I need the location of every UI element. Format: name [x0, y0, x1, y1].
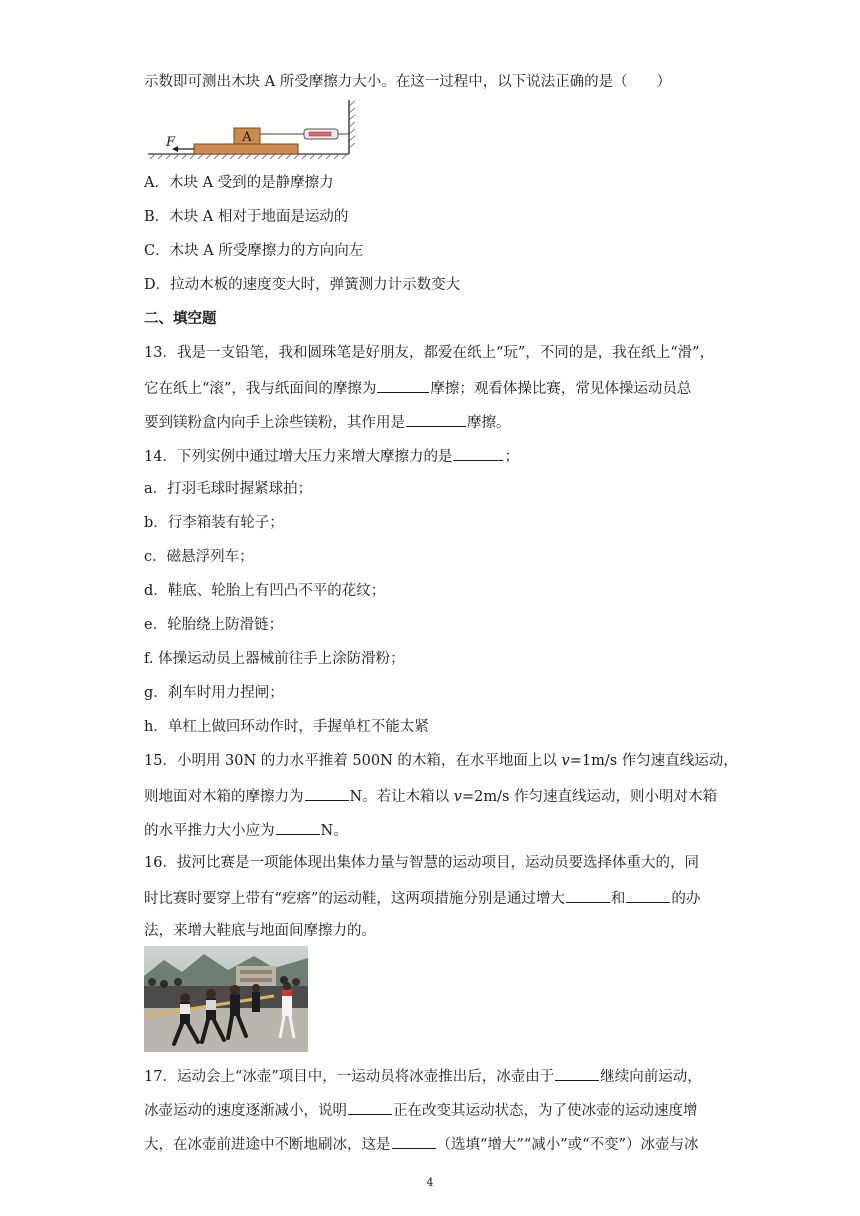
q15-text: =1m/s 作匀速直线运动， [569, 753, 738, 769]
q14-text: 14．下列实例中通过增大压力来增大摩擦力的是 [144, 449, 453, 465]
wooden-board [194, 144, 298, 154]
q16-line-2 [144, 887, 724, 909]
q17-line-1 [144, 1065, 724, 1087]
q14-item-e: e．轮胎绕上防滑链； [144, 617, 284, 633]
q13-line-1: 13．我是一支铅笔，我和圆珠笔是好朋友，都爱在纸上“玩”，不同的是，我在纸上“滑”， [144, 345, 715, 361]
q13-text: 它在纸上“滚”，我与纸面间的摩擦为 [144, 381, 377, 397]
q17-text: 继续向前运动， [600, 1069, 702, 1085]
q12-stem-tail: 示数即可测出木块 A 所受摩擦力大小。在这一过程中，以下说法正确的是（ ） [144, 74, 672, 90]
ground-hatching [150, 154, 347, 159]
answer-blank[interactable] [392, 1133, 436, 1149]
answer-blank[interactable] [348, 1099, 392, 1115]
q17-text: （选填“增大”“减小”或“不变”）冰壶与冰 [436, 1137, 699, 1153]
q15-text: N。 [320, 823, 348, 839]
answer-blank[interactable] [555, 1065, 599, 1081]
q14-item-c: c．磁悬浮列车； [144, 549, 254, 565]
q17-text: 大，在冰壶前进途中不断地刷冰，这是 [144, 1137, 391, 1153]
q17-text: 正在改变其运动状态，为了使冰壶的运动速度增 [393, 1103, 698, 1119]
block-a-label: A [242, 130, 252, 145]
answer-blank[interactable] [453, 445, 503, 461]
q14-item-b: b．行李箱装有轮子； [144, 515, 284, 531]
section-heading-fill-in: 二、填空题 [144, 310, 217, 327]
q13-text: 摩擦；观看体操比赛，常见体操运动员总 [430, 381, 692, 397]
q15-line-1 [144, 751, 738, 771]
tug-of-war-photo [144, 946, 308, 1052]
q16-line-3: 法，来增大鞋底与地面间摩擦力的。 [144, 923, 376, 939]
answer-blank[interactable] [305, 785, 349, 801]
answer-blank[interactable] [566, 887, 610, 903]
velocity-symbol: v [561, 753, 570, 769]
q16-text: 时比赛时要穿上带有“疙瘩”的运动鞋，这两项措施分别是通过增大 [144, 891, 565, 907]
answer-blank[interactable] [626, 887, 670, 903]
q13-line-3 [144, 411, 724, 433]
answer-blank[interactable] [276, 819, 320, 835]
wall-hatching [349, 101, 355, 148]
q15-line-2 [144, 785, 724, 807]
q12-option-a: A．木块 A 受到的是静摩擦力 [144, 175, 334, 191]
force-label: F [166, 135, 176, 150]
q15-text: =2m/s 作匀速直线运动，则小明对木箱 [462, 789, 718, 805]
q17-text: 冰壶运动的速度逐渐减小，说明 [144, 1103, 347, 1119]
q14-stem [144, 445, 724, 467]
q14-item-f: f. 体操运动员上器械前往手上涂防滑粉； [144, 651, 405, 667]
q15-text: N。若让木箱以 [349, 789, 454, 805]
q13-text: 摩擦。 [467, 415, 511, 431]
q12-option-d: D．拉动木板的速度变大时，弹簧测力计示数变大 [144, 277, 461, 293]
q14-item-a: a．打羽毛球时握紧球拍； [144, 481, 313, 497]
spring-scale-indicator [309, 132, 331, 136]
q15-text: 的水平推力大小应为 [144, 823, 275, 839]
q17-line-3 [144, 1133, 724, 1155]
q13-text: 要到镁粉盒内向手上涂些镁粉，其作用是 [144, 415, 405, 431]
q14-item-g: g．刹车时用力捏闸； [144, 685, 284, 701]
q14-text: ； [504, 449, 519, 465]
velocity-symbol: v [453, 789, 462, 805]
page-number: 4 [426, 1176, 434, 1189]
q17-text: 17．运动会上“冰壶”项目中，一运动员将冰壶推出后，冰壶由于 [144, 1069, 555, 1085]
answer-blank[interactable] [406, 411, 466, 427]
q12-option-b: B．木块 A 相对于地面是运动的 [144, 209, 349, 225]
q12-option-c: C．木块 A 所受摩擦力的方向向左 [144, 243, 364, 259]
q16-text: 的办 [671, 891, 701, 907]
q15-text: 15．小明用 30N 的力水平推着 500N 的木箱，在水平地面上以 [144, 753, 562, 769]
q16-text: 和 [610, 891, 626, 907]
q13-line-2 [144, 377, 724, 399]
q14-item-d: d．鞋底、轮胎上有凹凸不平的花纹； [144, 583, 386, 599]
q17-line-2 [144, 1099, 724, 1121]
q15-text: 则地面对木箱的摩擦力为 [144, 789, 304, 805]
q16-line-1: 16．拔河比赛是一项能体现出集体力量与智慧的运动项目，运动员要选择体重大的，同 [144, 855, 699, 871]
q14-item-h: h．单杠上做回环动作时，手握单杠不能太紧 [144, 719, 429, 735]
answer-blank[interactable] [377, 377, 429, 393]
friction-apparatus-figure [144, 98, 362, 162]
q15-line-3 [144, 819, 724, 841]
